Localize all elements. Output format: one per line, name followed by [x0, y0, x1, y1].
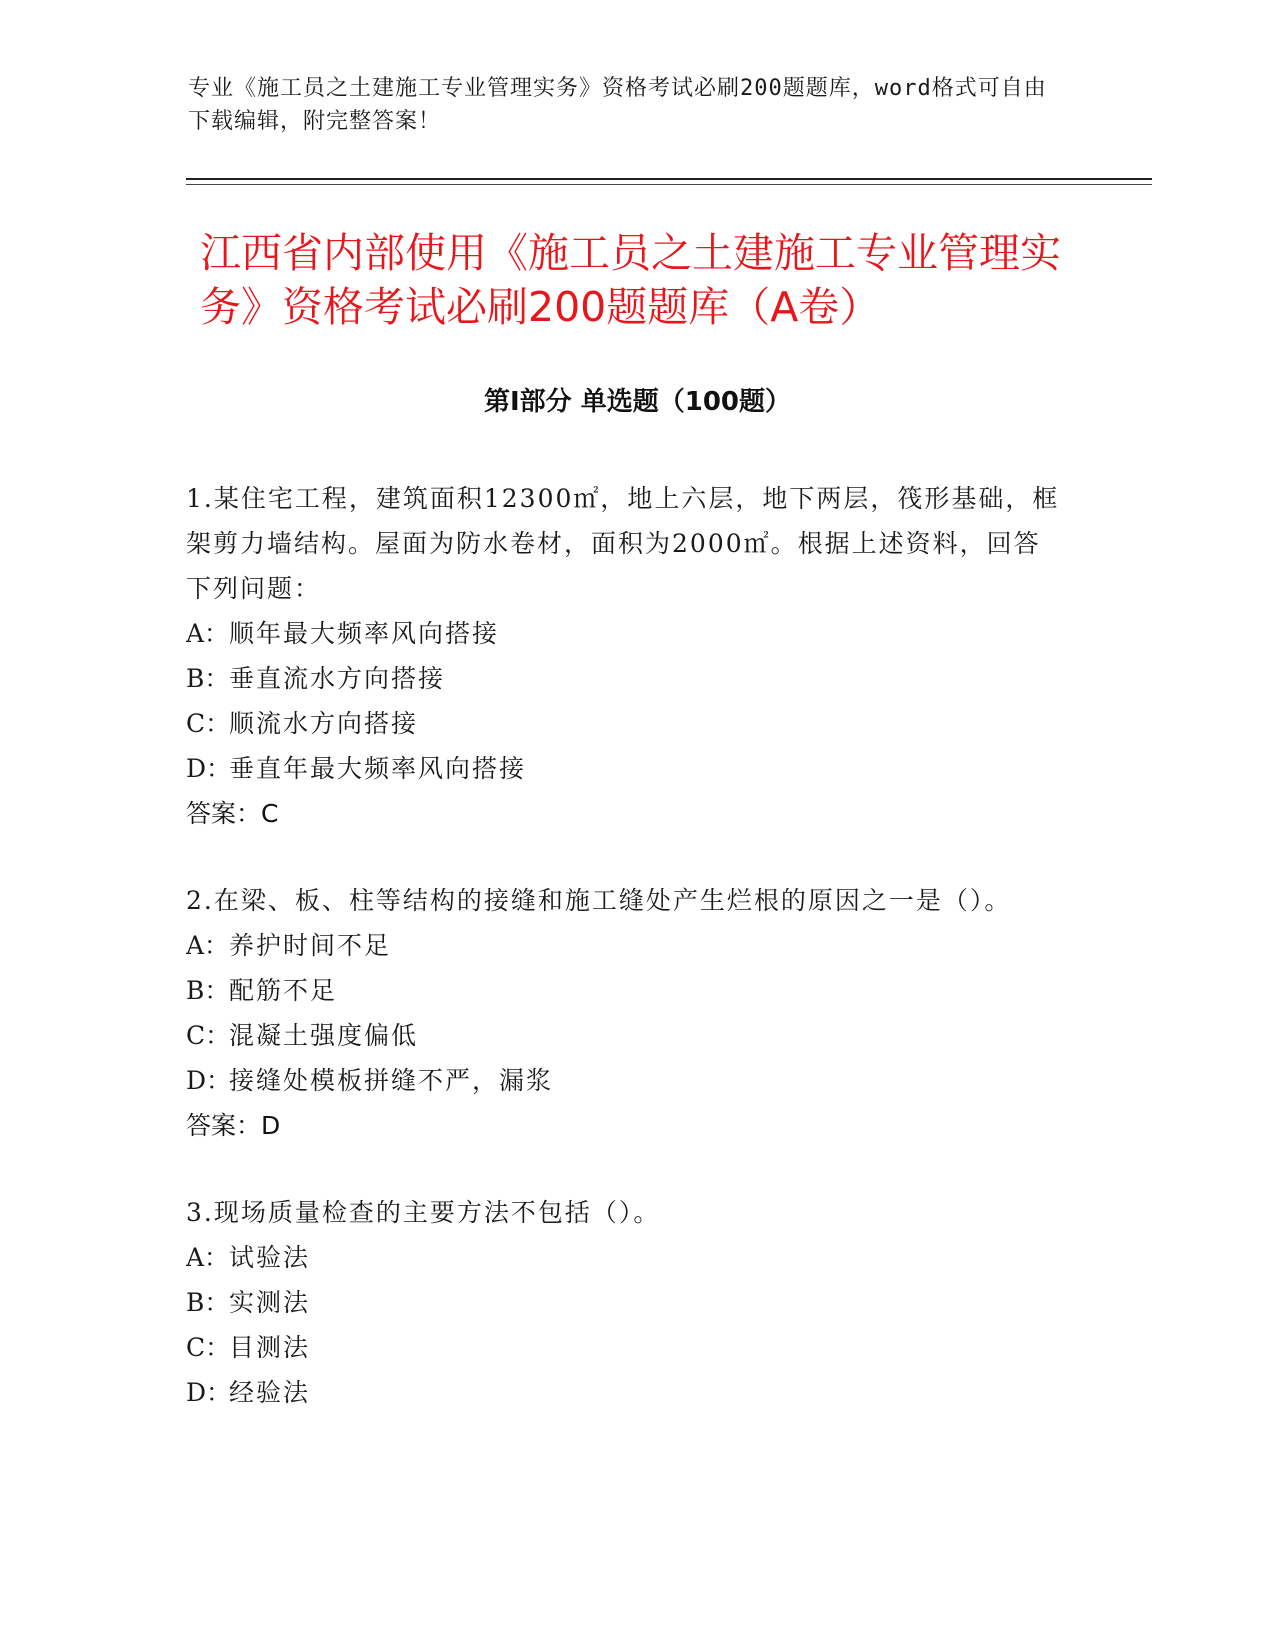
option-letter: D：	[186, 1066, 232, 1095]
option-text: 垂直流水方向搭接	[229, 664, 446, 693]
header-rule-thick	[186, 178, 1152, 180]
option-c	[186, 701, 1066, 746]
question-2	[186, 878, 1066, 1148]
answer-value: D	[261, 1111, 281, 1140]
option-text: 接缝处模板拼缝不严，漏浆	[229, 1066, 554, 1095]
answer-value: C	[261, 799, 279, 828]
question-stem: 2.在梁、板、柱等结构的接缝和施工缝处产生烂根的原因之一是（）。	[186, 886, 1012, 915]
document-title: 江西省内部使用《施工员之土建施工专业管理实务》资格考试必刷200题题库（A卷）	[200, 229, 1061, 331]
option-text: 顺年最大频率风向搭接	[229, 619, 500, 648]
option-text: 目测法	[229, 1333, 311, 1362]
answer-line	[186, 791, 1066, 836]
option-letter: C：	[186, 1021, 231, 1050]
option-b	[186, 656, 1066, 701]
option-text: 试验法	[229, 1243, 311, 1272]
option-text: 顺流水方向搭接	[229, 709, 419, 738]
option-b	[186, 1280, 1066, 1325]
option-a	[186, 611, 1066, 656]
option-c	[186, 1013, 1066, 1058]
option-letter: C：	[186, 1333, 231, 1362]
option-a	[186, 1235, 1066, 1280]
option-text: 经验法	[229, 1378, 311, 1407]
header-note: 专业《施工员之土建施工专业管理实务》资格考试必刷200题题库，word格式可自由下载编辑，附完整答案！	[188, 76, 1047, 134]
question-stem: 1.某住宅工程，建筑面积12300㎡，地上六层，地下两层，筏形基础，框架剪力墙结构。屋面为防水卷材，面积为2000㎡。根据上述资料，回答下列问题：	[186, 484, 1060, 603]
answer-label: 答案：	[186, 799, 262, 828]
option-letter: A：	[186, 619, 230, 648]
section-heading: 第Ⅰ部分 单选题（100题）	[484, 387, 791, 417]
option-c	[186, 1325, 1066, 1370]
option-a	[186, 923, 1066, 968]
option-letter: C：	[186, 709, 231, 738]
question-stem: 3.现场质量检查的主要方法不包括（）。	[186, 1198, 661, 1227]
answer-line	[186, 1103, 1066, 1148]
option-letter: B：	[186, 976, 230, 1005]
option-text: 混凝土强度偏低	[229, 1021, 419, 1050]
option-text: 配筋不足	[229, 976, 338, 1005]
option-b	[186, 968, 1066, 1013]
header-rule-thin	[186, 184, 1152, 185]
option-text: 实测法	[229, 1288, 311, 1317]
option-letter: B：	[186, 664, 230, 693]
option-text: 垂直年最大频率风向搭接	[229, 754, 527, 783]
option-letter: D：	[186, 754, 232, 783]
option-letter: D：	[186, 1378, 232, 1407]
question-3	[186, 1190, 1066, 1415]
question-1	[186, 476, 1066, 836]
question-list	[186, 476, 1066, 1457]
option-d	[186, 1370, 1066, 1415]
option-text: 养护时间不足	[229, 931, 392, 960]
option-letter: A：	[186, 931, 230, 960]
option-letter: A：	[186, 1243, 230, 1272]
option-d	[186, 1058, 1066, 1103]
option-letter: B：	[186, 1288, 230, 1317]
option-d	[186, 746, 1066, 791]
answer-label: 答案：	[186, 1111, 262, 1140]
